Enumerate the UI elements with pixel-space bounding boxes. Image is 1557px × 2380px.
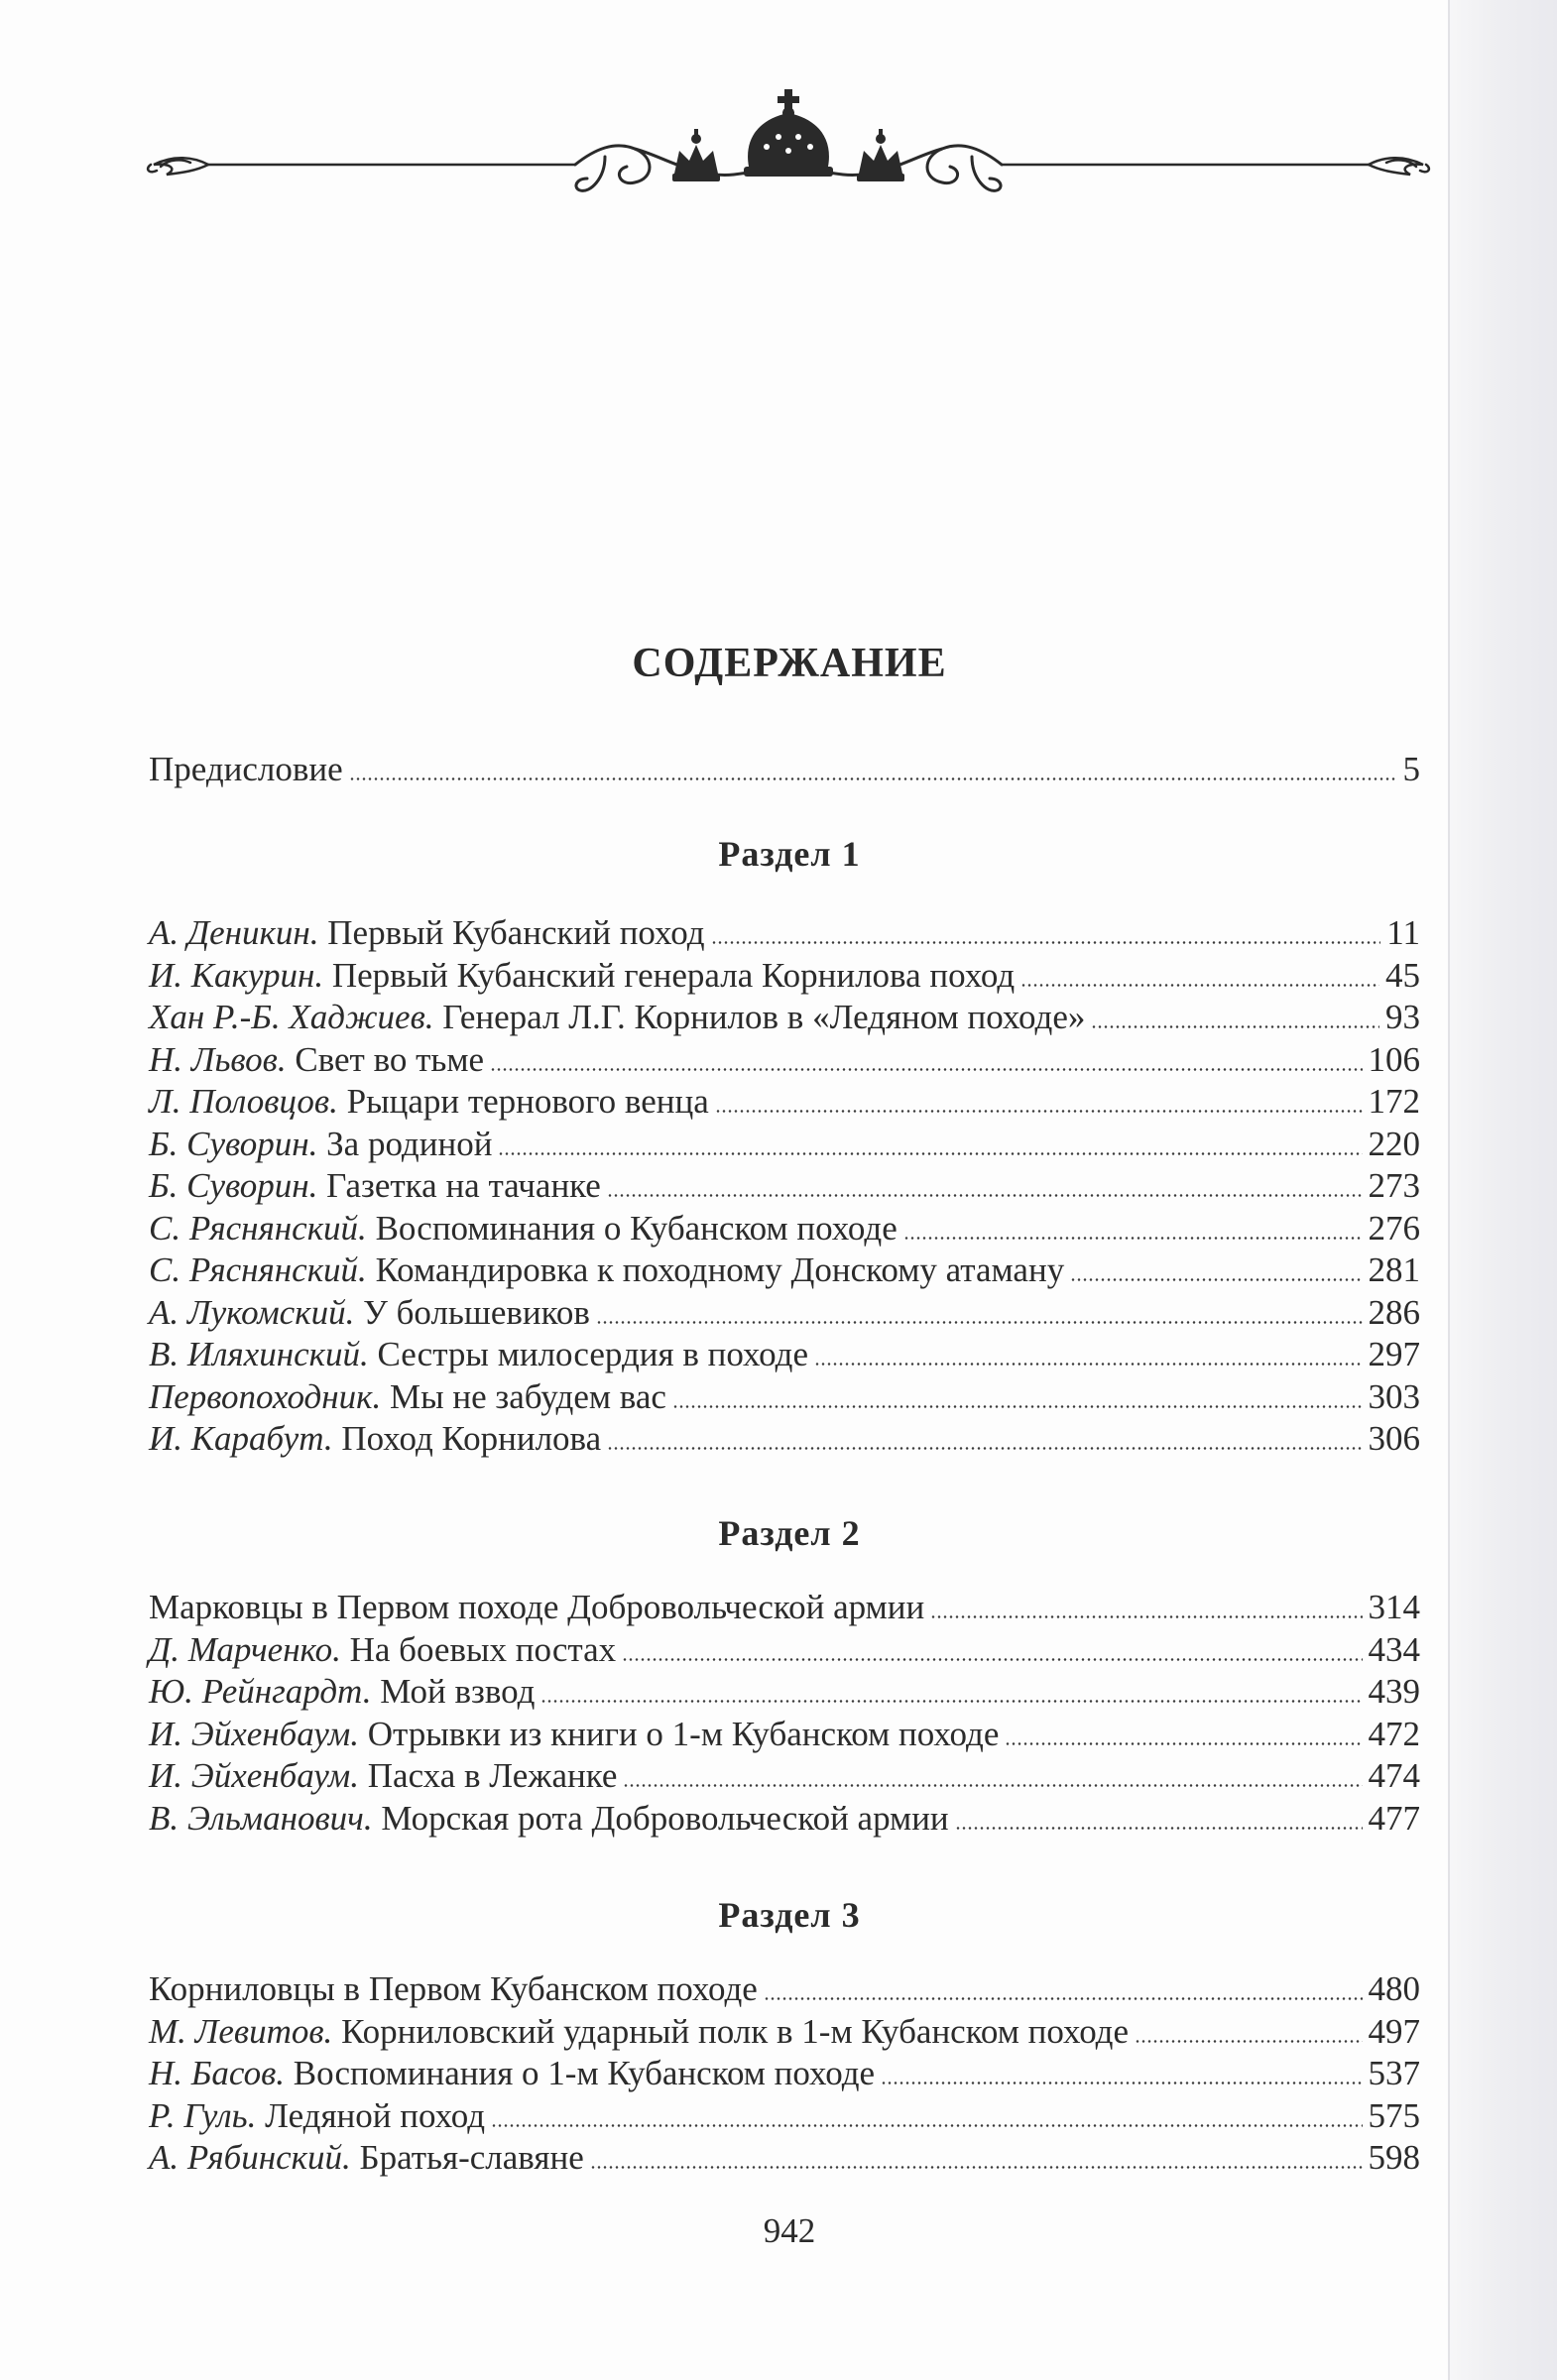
author-separator [351, 2137, 360, 2179]
dot-leader [672, 1405, 1363, 1408]
entry-page: 172 [1368, 1082, 1420, 1121]
entry-author: Б. Суворин. [149, 1166, 318, 1205]
entry-page: 276 [1368, 1208, 1420, 1248]
dot-leader [596, 1321, 1363, 1324]
entry-page: 281 [1368, 1250, 1420, 1289]
scroll-flourish-icon [1369, 158, 1429, 175]
toc-entry [149, 1124, 1420, 1165]
entry-author: Н. Львов. [149, 1039, 287, 1079]
dot-leader [930, 1615, 1362, 1618]
dot-leader [1070, 1278, 1362, 1281]
toc-entry [149, 1081, 1420, 1123]
entry-author: И. Эйхенбаум. [149, 1756, 360, 1795]
toc-entry [149, 1250, 1420, 1291]
entry-page: 598 [1368, 2138, 1420, 2177]
author-separator [367, 1208, 376, 1250]
dot-leader [540, 1700, 1362, 1703]
scroll-flourish-icon [148, 158, 208, 175]
entry-title: Первый Кубанский генерала Корнилова поход [331, 955, 1016, 995]
toc-entry [149, 2095, 1420, 2137]
page-number: 942 [763, 2211, 816, 2250]
toc-entry [149, 1968, 1420, 2010]
entry-title: Воспоминания о 1-м Кубанском походе [293, 2054, 876, 2092]
toc-entry [149, 1292, 1420, 1334]
toc-entry [149, 955, 1420, 997]
entry-author: А. Рябинский. [149, 2138, 351, 2177]
entry-page: 434 [1368, 1629, 1420, 1669]
dot-leader [622, 1658, 1362, 1661]
author-separator [341, 1629, 350, 1671]
author-separator [287, 1039, 296, 1081]
entry-page: 45 [1385, 955, 1420, 995]
toc-entry [149, 1376, 1420, 1418]
dot-leader [903, 1237, 1363, 1240]
entry-page: 106 [1368, 1039, 1420, 1079]
author-separator [285, 2053, 294, 2094]
entry-page: 11 [1386, 913, 1420, 952]
toc-entry [149, 1208, 1420, 1250]
toc-entry [149, 2053, 1420, 2094]
author-separator [367, 1250, 376, 1291]
toc-entry [149, 1418, 1420, 1460]
entry-page: 314 [1368, 1588, 1420, 1626]
entry-author: Л. Половцов. [149, 1082, 338, 1121]
entry-page: 497 [1368, 2011, 1420, 2051]
entry-author: С. Ряснянский. [149, 1250, 367, 1289]
entry-page: 306 [1368, 1419, 1420, 1458]
entry-title: Марковцы в Первом походе Добровольческой армии [149, 1588, 925, 1626]
dot-leader [607, 1447, 1362, 1450]
author-separator [332, 2011, 341, 2053]
entry-title: Первый Кубанский поход [327, 913, 705, 952]
dot-leader [590, 2166, 1363, 2169]
toc-entry [149, 1587, 1420, 1628]
entry-title: Генерал Л.Г. Корнилов в «Ледяном походе» [442, 998, 1086, 1036]
dot-leader [711, 941, 1381, 944]
entry-author: И. Эйхенбаум. [149, 1714, 360, 1753]
entry-author: И. Какурин. [149, 955, 324, 995]
entry-title: Воспоминания о Кубанском походе [375, 1208, 898, 1248]
dot-leader [623, 1784, 1362, 1787]
author-separator [317, 1124, 326, 1165]
author-separator [323, 955, 332, 997]
entry-title: Корниловский ударный полк в 1-м Кубанском походе [341, 2011, 1130, 2051]
entry-page: 477 [1368, 1798, 1420, 1838]
entry-author: С. Ряснянский. [149, 1208, 367, 1248]
crown-icon [672, 129, 720, 181]
toc-entry [149, 912, 1420, 954]
entry-author: Р. Гуль. [149, 2095, 257, 2135]
author-separator [359, 1714, 368, 1755]
crown-icon [744, 89, 833, 177]
author-separator [256, 2095, 265, 2137]
entry-author: Первопоходник. [149, 1376, 382, 1416]
entry-author: И. Карабут. [149, 1419, 333, 1458]
author-separator [381, 1376, 390, 1418]
toc-title: СОДЕРЖАНИЕ [632, 641, 947, 686]
section-heading: Раздел 2 [718, 1513, 861, 1553]
author-separator [434, 997, 443, 1038]
entry-page: 93 [1385, 998, 1420, 1036]
author-separator [338, 1081, 347, 1123]
entry-page: 575 [1368, 2095, 1420, 2135]
entry-title: Командировка к походному Донскому атаману [375, 1250, 1065, 1289]
entry-title: Сестры милосердия в походе [377, 1335, 808, 1373]
author-separator [373, 1798, 382, 1840]
entry-title: Пасха в Лежанке [367, 1756, 618, 1795]
header-ornament [139, 79, 1433, 208]
entry-page: 303 [1368, 1376, 1420, 1416]
entry-title: Свет во тьме [295, 1039, 485, 1079]
dot-leader [498, 1152, 1362, 1155]
entry-title: Корниловцы в Первом Кубанском походе [149, 1969, 758, 2008]
entry-title: Предисловие [149, 750, 343, 788]
dot-leader [1135, 2040, 1362, 2043]
entry-author: В. Эльманович. [149, 1798, 373, 1838]
author-separator [354, 1292, 363, 1334]
section-heading: Раздел 3 [718, 1895, 861, 1935]
entry-page: 286 [1368, 1292, 1420, 1332]
entry-author: А. Деникин. [149, 913, 319, 952]
entry-title: Мы не забудем вас [389, 1376, 666, 1416]
dot-leader [814, 1363, 1363, 1366]
dot-leader [1020, 984, 1379, 987]
toc-entry-preface [149, 749, 1420, 790]
dot-leader [1091, 1025, 1379, 1028]
author-separator [333, 1418, 342, 1460]
entry-page: 5 [1402, 750, 1420, 788]
author-separator [359, 1755, 368, 1797]
entry-title: У большевиков [363, 1292, 590, 1332]
entry-page: 474 [1368, 1756, 1420, 1795]
crown-icon [857, 129, 904, 181]
toc-entry [149, 1629, 1420, 1671]
entry-title: Морская рота Добровольческой армии [381, 1798, 949, 1838]
entry-author: Хан Р.-Б. Хаджиев. [149, 998, 434, 1036]
author-separator [317, 1165, 326, 1207]
entry-author: Ю. Рейнгардт. [149, 1672, 372, 1711]
toc-entry [149, 1165, 1420, 1207]
dot-leader [955, 1827, 1363, 1830]
toc-entry [149, 1039, 1420, 1081]
dot-leader [764, 1997, 1363, 2000]
section-heading: Раздел 1 [718, 834, 861, 874]
toc-entry [149, 2011, 1420, 2053]
entry-title: На боевых постах [349, 1629, 617, 1669]
dot-leader [881, 2082, 1362, 2084]
entry-title: Мой взвод [380, 1672, 536, 1711]
dot-leader [607, 1194, 1363, 1197]
entry-page: 439 [1368, 1672, 1420, 1711]
toc-entry [149, 1714, 1420, 1755]
toc-entry [149, 1334, 1420, 1375]
entry-page: 537 [1368, 2054, 1420, 2092]
toc-entry [149, 997, 1420, 1038]
dot-leader [1005, 1742, 1362, 1745]
author-separator [369, 1334, 378, 1375]
entry-title: Ледяной поход [265, 2095, 486, 2135]
toc-entry [149, 1798, 1420, 1840]
entry-title: За родиной [326, 1124, 493, 1163]
author-separator [319, 912, 328, 954]
dot-leader [490, 1068, 1362, 1071]
entry-page: 220 [1368, 1124, 1420, 1163]
author-separator [372, 1671, 381, 1713]
entry-author: Б. Суворин. [149, 1124, 318, 1163]
entry-author: Д. Марченко. [149, 1629, 341, 1669]
entry-page: 273 [1368, 1166, 1420, 1205]
entry-title: Рыцари тернового венца [346, 1082, 709, 1121]
entry-page: 472 [1368, 1714, 1420, 1753]
entry-title: Братья-славяне [359, 2138, 584, 2177]
entry-title: Поход Корнилова [341, 1419, 602, 1458]
entry-author: А. Лукомский. [149, 1292, 355, 1332]
entry-title: Газетка на тачанке [326, 1166, 601, 1205]
toc-entry [149, 1755, 1420, 1797]
entry-author: Н. Басов. [149, 2054, 286, 2092]
dot-leader [491, 2124, 1362, 2127]
entry-author: М. Левитов. [149, 2011, 333, 2051]
entry-author: В. Иляхинский. [149, 1335, 369, 1373]
entry-page: 297 [1368, 1335, 1420, 1373]
dot-leader [349, 777, 1397, 780]
toc-entry [149, 2137, 1420, 2179]
entry-page: 480 [1368, 1969, 1420, 2008]
dot-leader [715, 1110, 1363, 1113]
toc-entry [149, 1671, 1420, 1713]
page-edge-shadow [1448, 0, 1557, 2380]
entry-title: Отрывки из книги о 1-м Кубанском походе [367, 1714, 1000, 1753]
